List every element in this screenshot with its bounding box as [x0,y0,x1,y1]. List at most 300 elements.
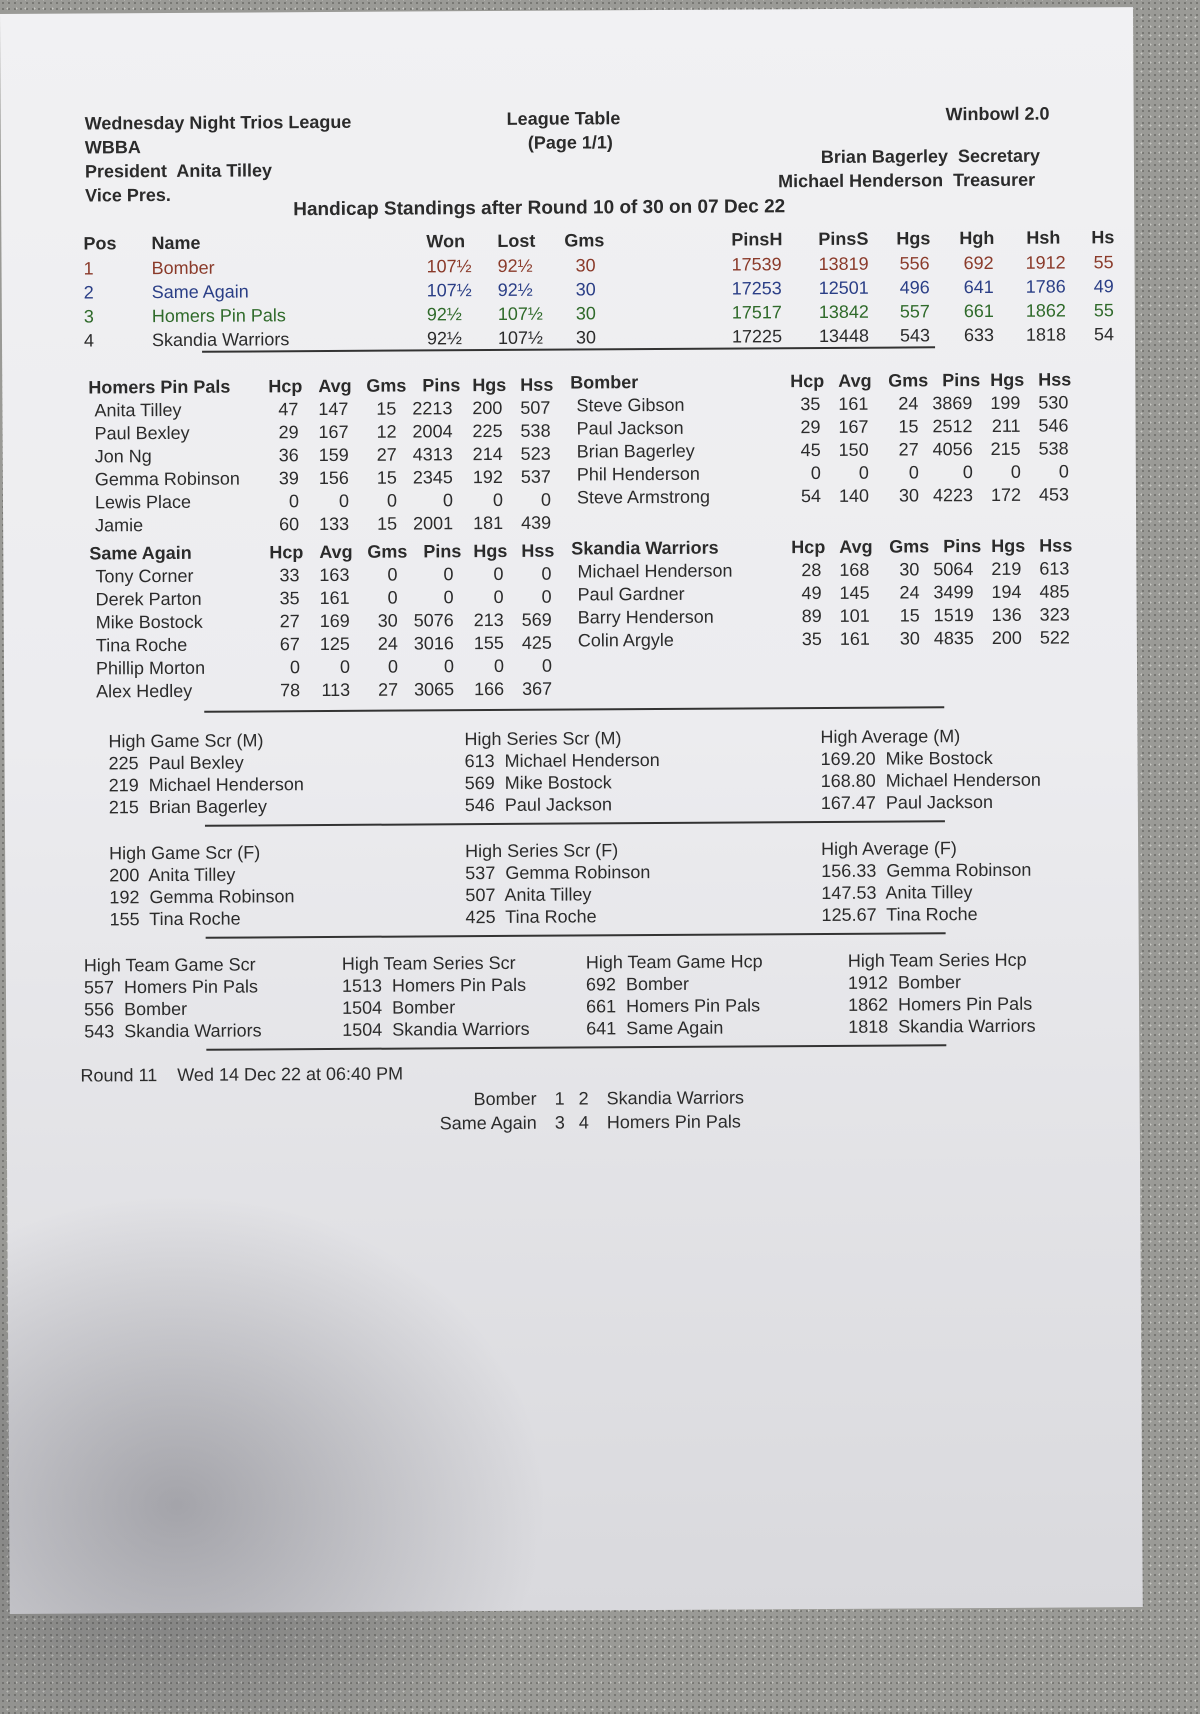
player-avg: 167 [318,421,349,443]
high-entry: 125.67 Tina Roche [821,904,978,925]
player-name: Alex Hedley [96,680,193,702]
high-entry: 1912 Bomber [847,972,962,993]
player-hcp: 35 [800,393,821,415]
player-hss: 530 [1038,392,1069,413]
player-pins: 5076 [413,610,454,631]
standings-cell-pos: 3 [83,306,94,327]
player-name: Lewis Place [94,491,192,513]
player-hcp: 28 [801,559,822,581]
high-title: High Average (M) [820,726,961,748]
player-pins: 2345 [412,467,453,488]
standings-cell-hgh: 661 [963,300,994,322]
player-hgs: 214 [472,443,503,465]
roster-header: Hgs [473,540,508,562]
player-pins: 5064 [933,559,974,580]
player-hss: 367 [522,678,553,699]
fixture-lane-a: 3 [554,1112,565,1133]
next-round-header [80,1064,403,1086]
standings-cell-pinsh: 17225 [731,326,783,347]
player-gms: 0 [387,587,398,608]
standings-cell-pinss: 12501 [818,277,869,299]
divider [206,932,946,939]
player-hgs: 136 [991,604,1022,625]
roster-header: Pins [942,370,981,391]
player-avg: 163 [319,564,350,586]
player-hcp: 89 [801,605,822,627]
high-entry: 546 Paul Jackson [464,794,612,816]
standings-cell-gms: 30 [575,327,597,348]
player-avg: 0 [339,656,351,677]
standings-cell-pos: 4 [83,330,95,351]
player-hcp: 47 [278,399,299,420]
player-name: Jon Ng [94,446,152,467]
player-hgs: 0 [493,586,504,607]
player-hss: 453 [1038,484,1070,505]
roster-header: Gms [366,375,407,396]
player-avg: 161 [319,587,350,609]
player-hss: 0 [1058,461,1069,482]
player-gms: 30 [377,610,398,631]
roster-header: Avg [318,375,352,397]
standings-header-pos: Pos [83,233,117,254]
high-entry: 169.20 Mike Bostock [820,747,993,770]
high-title: High Series Scr (M) [464,728,622,750]
roster-header: Avg [839,536,873,557]
player-hcp: 35 [801,628,822,650]
player-avg: 0 [338,490,350,511]
team-name: Bomber [570,372,639,393]
player-gms: 27 [378,679,399,700]
standings-cell-hs: 49 [1093,276,1114,297]
player-hgs: 199 [990,392,1021,413]
fixture-lane-b: 2 [578,1088,589,1109]
high-title: High Team Series Hcp [847,949,1027,971]
standings-cell-pos: 1 [83,258,94,279]
standings-cell-gms: 30 [575,303,596,324]
standings-cell-lost: 107½ [497,327,544,348]
player-avg: 0 [858,462,869,483]
standings-cell-hgh: 633 [963,324,995,346]
player-avg: 156 [318,467,349,489]
fixture-away-team: Skandia Warriors [606,1087,745,1109]
player-hgs: 166 [474,678,505,700]
player-gms: 15 [376,398,397,419]
standings-header-won: Won [426,231,466,252]
roster-header: Pins [422,375,461,396]
player-hss: 522 [1039,627,1070,648]
standings-cell-hs: 55 [1093,300,1114,321]
standings-cell-pinsh: 17539 [731,254,782,275]
player-hgs: 200 [472,397,503,419]
player-name: Colin Argyle [577,629,674,651]
high-entry: 425 Tina Roche [465,906,597,928]
high-entry: 1504 Bomber [342,997,456,1018]
standings-cell-hgs: 543 [899,325,931,346]
standings-cell-hsh: 1818 [1025,324,1067,345]
player-pins: 0 [443,587,454,608]
player-avg: 161 [838,393,869,414]
player-hgs: 213 [473,609,504,631]
fixture-lane-a: 1 [554,1088,565,1109]
player-gms: 24 [377,633,398,654]
standings-header-hsh: Hsh [1026,227,1061,248]
high-entry: 1862 Homers Pin Pals [848,993,1033,1015]
player-pins: 2001 [413,513,454,534]
standings-cell-name: Skandia Warriors [151,329,290,351]
player-pins: 2512 [932,416,973,437]
secretary-label: Secretary [957,145,1041,167]
player-hcp: 60 [279,514,300,535]
player-name: Jamie [95,515,144,536]
roster-header: Avg [838,370,872,391]
player-gms: 15 [376,467,397,488]
league-name: Wednesday Night Trios League [84,111,352,134]
high-entry: 225 Paul Bexley [108,752,244,774]
player-hss: 0 [541,563,552,584]
player-hss: 0 [541,586,552,607]
roster-header: Hgs [991,535,1026,556]
high-entry: 167.47 Paul Jackson [820,791,994,814]
player-hgs: 200 [991,627,1022,648]
player-pins: 3065 [414,679,455,700]
fixture-lane-b: 4 [578,1112,589,1133]
player-hss: 538 [1038,438,1069,459]
roster-header: Pins [943,536,982,557]
standings-cell-name: Bomber [151,257,215,279]
player-gms: 24 [899,582,920,603]
secretary-row [821,146,1040,167]
player-hss: 425 [521,632,552,653]
divider [206,1044,946,1051]
player-pins: 1519 [933,605,974,626]
high-entry: 507 Anita Tilley [465,884,592,906]
high-entry: 215 Brian Bagerley [108,796,268,818]
player-hcp: 33 [279,565,300,586]
player-hcp: 45 [800,439,821,461]
high-entry: 543 Skandia Warriors [84,1020,262,1042]
standings-cell-lost: 92½ [497,255,533,276]
player-pins: 3499 [933,582,974,603]
standings-cell-pinsh: 17253 [731,278,782,299]
standings-cell-lost: 92½ [497,279,533,300]
high-title: High Team Game Hcp [585,951,763,973]
high-entry: 569 Mike Bostock [464,772,612,794]
player-name: Derek Parton [95,588,202,610]
high-title: High Game Scr (F) [109,842,261,864]
player-pins: 4223 [932,485,974,506]
standings-header-pinsh: PinsH [731,229,783,250]
high-entry: 537 Gemma Robinson [465,862,651,884]
roster-header: Hcp [268,376,303,397]
roster-header: Hcp [269,542,304,563]
high-title: High Team Series Scr [341,952,516,974]
player-hcp: 29 [278,422,299,443]
standings-cell-hgs: 557 [899,301,930,322]
player-hcp: 0 [288,491,300,512]
roster-header: Gms [888,370,929,391]
round-label: Round 11 [80,1065,158,1086]
player-name: Paul Jackson [576,417,684,439]
player-hgs: 172 [990,484,1022,505]
player-pins: 2213 [412,398,453,419]
high-title: High Series Scr (F) [465,840,619,862]
standings-cell-pinsh: 17517 [731,302,782,323]
player-hss: 507 [520,397,551,418]
standings-header-hs: Hs [1091,227,1115,248]
player-avg: 101 [839,605,870,626]
player-avg: 145 [839,582,870,603]
player-hss: 323 [1039,604,1070,625]
standings-cell-gms: 30 [575,255,596,276]
player-hcp: 49 [801,582,822,604]
player-hgs: 211 [991,415,1021,436]
standings-cell-hsh: 1862 [1025,300,1066,321]
player-name: Gemma Robinson [94,468,240,490]
standings-cell-won: 92½ [426,304,462,325]
high-entry: 156.33 Gemma Robinson [821,859,1032,881]
standings-header-hgs: Hgs [896,228,931,249]
standings-cell-hs: 55 [1093,252,1114,273]
player-avg: 147 [318,398,349,420]
player-hcp: 27 [279,611,300,632]
player-gms: 27 [376,444,397,465]
player-pins: 4313 [412,444,453,465]
player-hss: 537 [520,466,551,487]
player-gms: 15 [898,416,919,437]
player-hgs: 194 [991,581,1022,602]
roster-header: Gms [889,536,930,557]
player-name: Phillip Morton [95,657,206,679]
high-entry: 557 Homers Pin Pals [83,976,259,998]
roster-header: Hss [1038,369,1072,390]
player-gms: 0 [387,656,399,677]
player-gms: 30 [899,559,920,580]
software-name: Winbowl 2.0 [945,103,1050,125]
standings-cell-hgh: 641 [963,276,994,298]
roster-header: Hss [521,540,555,561]
high-entry: 692 Bomber [585,973,690,995]
player-hcp: 35 [279,588,300,609]
player-gms: 27 [898,439,919,460]
player-name: Tina Roche [95,634,188,656]
player-hss: 613 [1039,558,1070,579]
fixture-home-team: Same Again [439,1112,537,1134]
player-name: Steve Armstrong [576,486,711,508]
high-entry: 1513 Homers Pin Pals [341,974,527,996]
standings-header-hgh: Hgh [959,227,995,249]
player-avg: 125 [319,633,350,655]
high-entry: 556 Bomber [84,998,188,1020]
high-entry: 1504 Skandia Warriors [342,1018,530,1040]
player-hgs: 181 [473,512,504,534]
standings-cell-name: Homers Pin Pals [151,305,286,327]
treasurer-label: Treasurer [953,169,1036,191]
standings-cell-lost: 107½ [497,303,543,324]
player-gms: 15 [377,513,398,534]
player-hgs: 215 [990,438,1021,459]
president-name: Anita Tilley [176,160,273,181]
player-gms: 12 [376,421,397,442]
player-avg: 150 [838,439,869,460]
team-name: Skandia Warriors [571,537,719,559]
standings-cell-gms: 30 [575,279,596,300]
player-name: Paul Bexley [94,422,190,444]
roster-header: Avg [319,541,353,563]
player-gms: 0 [908,462,919,483]
player-hgs: 225 [472,420,503,442]
player-pins: 4835 [933,628,974,649]
roster-header: Gms [367,541,408,562]
player-gms: 30 [898,485,920,506]
player-pins: 3869 [932,393,973,414]
high-entry: 641 Same Again [586,1017,724,1039]
fixture-away-team: Homers Pin Pals [606,1111,741,1133]
player-hgs: 0 [493,563,504,584]
high-entry: 219 Michael Henderson [108,774,304,796]
high-entry: 147.53 Anita Tilley [821,882,973,903]
player-avg: 133 [319,513,350,535]
photo-shadow [0,1191,550,1714]
standings-cell-pos: 2 [83,282,94,303]
standings-cell-hsh: 1786 [1025,276,1066,297]
player-name: Steve Gibson [576,394,685,416]
roster-header: Hss [1039,535,1073,556]
player-hgs: 0 [493,655,505,676]
secretary-name: Brian Bagerley [820,146,949,167]
player-name: Michael Henderson [577,560,733,582]
player-hss: 538 [520,420,551,441]
high-entry: 192 Gemma Robinson [109,886,295,908]
standings-cell-hgs: 556 [899,253,930,274]
president-row [85,160,272,181]
high-entry: 1818 Skandia Warriors [848,1015,1036,1037]
player-gms: 0 [387,564,398,585]
standings-cell-won: 92½ [426,328,463,349]
player-avg: 159 [318,444,349,466]
high-entry: 168.80 Michael Henderson [820,769,1041,792]
high-entry: 155 Tina Roche [109,908,241,930]
standings-cell-won: 107½ [426,256,472,277]
standings-cell-pinss: 13448 [818,325,870,347]
standings-header-pinss: PinsS [818,228,869,250]
high-entry: 613 Michael Henderson [464,749,660,772]
player-name: Paul Gardner [577,583,685,605]
roster-header: Hcp [790,370,825,392]
treasurer-name: Michael Henderson [777,170,944,192]
vice-president: Vice Pres. [85,184,171,206]
fixture-home-team: Bomber [473,1088,537,1110]
standings-cell-pinss: 13819 [818,253,869,275]
player-avg: 161 [839,628,870,649]
player-gms: 0 [386,490,398,511]
player-hcp: 0 [810,462,821,484]
league-sheet [0,7,1143,1614]
high-title: High Game Scr (M) [108,730,264,752]
player-hss: 0 [541,655,553,676]
player-pins: 0 [443,656,455,677]
player-pins: 0 [962,462,973,483]
player-gms: 15 [899,605,920,626]
standings-header-name: Name [151,232,201,254]
player-hcp: 39 [278,468,299,489]
player-hss: 439 [521,512,552,533]
player-name: Tony Corner [95,565,194,587]
player-hcp: 36 [278,445,299,466]
player-hgs: 0 [1010,461,1021,482]
standings-header-gms: Gms [564,230,605,251]
standings-cell-hsh: 1912 [1025,252,1066,273]
player-hss: 569 [521,609,552,630]
player-hgs: 155 [473,632,504,654]
roster-header: Hgs [472,374,507,396]
player-hss: 546 [1038,415,1069,436]
player-name: Mike Bostock [95,611,203,633]
high-title: High Average (F) [821,838,957,859]
player-name: Brian Bagerley [576,440,695,462]
player-name: Barry Henderson [577,606,714,628]
player-name: Phil Henderson [576,463,700,485]
standings-title: Handicap Standings after Round 10 of 30 on 07 Dec 22 [293,196,786,221]
org-name: WBBA [84,137,141,158]
player-hcp: 67 [279,634,300,655]
roster-header: Hcp [791,536,826,558]
divider [204,706,944,713]
player-hgs: 192 [472,466,503,488]
high-title: High Team Game Scr [83,954,256,976]
standings-cell-won: 107½ [426,280,472,301]
player-hgs: 219 [991,558,1022,579]
player-pins: 0 [442,490,454,511]
president-label: President [84,160,168,182]
player-avg: 140 [838,485,870,506]
player-hgs: 0 [492,489,504,510]
page-number: (Page 1/1) [527,132,613,153]
treasurer-row [778,170,1035,192]
standings-cell-hgs: 496 [899,277,930,298]
player-hcp: 29 [800,416,821,438]
standings-header-lost: Lost [497,230,536,251]
player-name: Anita Tilley [94,399,182,421]
standings-cell-pinss: 13842 [818,301,869,323]
player-avg: 167 [838,416,869,437]
team-name: Same Again [89,542,192,564]
player-hcp: 0 [289,657,301,678]
player-hcp: 78 [280,680,301,701]
divider [205,820,945,827]
player-avg: 168 [839,559,870,580]
player-pins: 4056 [932,439,973,460]
player-hss: 485 [1039,581,1070,602]
high-entry: 200 Anita Tilley [109,864,236,886]
roster-header: Pins [423,541,462,562]
player-avg: 113 [321,679,351,701]
player-avg: 169 [319,610,350,632]
roster-header: Hss [520,374,554,395]
player-pins: 0 [443,564,454,585]
standings-cell-name: Same Again [151,281,249,303]
report-title: League Table [506,108,621,129]
player-pins: 3016 [413,633,454,654]
roster-header: Hgs [990,369,1025,390]
standings-cell-hgh: 692 [963,252,994,274]
player-hcp: 54 [800,485,822,507]
player-hss: 523 [520,443,551,464]
player-pins: 2004 [412,421,453,442]
standings-cell-hs: 54 [1093,324,1115,345]
round-date: Wed 14 Dec 22 at 06:40 PM [177,1063,404,1085]
player-gms: 24 [898,393,919,414]
team-name: Homers Pin Pals [88,376,231,398]
